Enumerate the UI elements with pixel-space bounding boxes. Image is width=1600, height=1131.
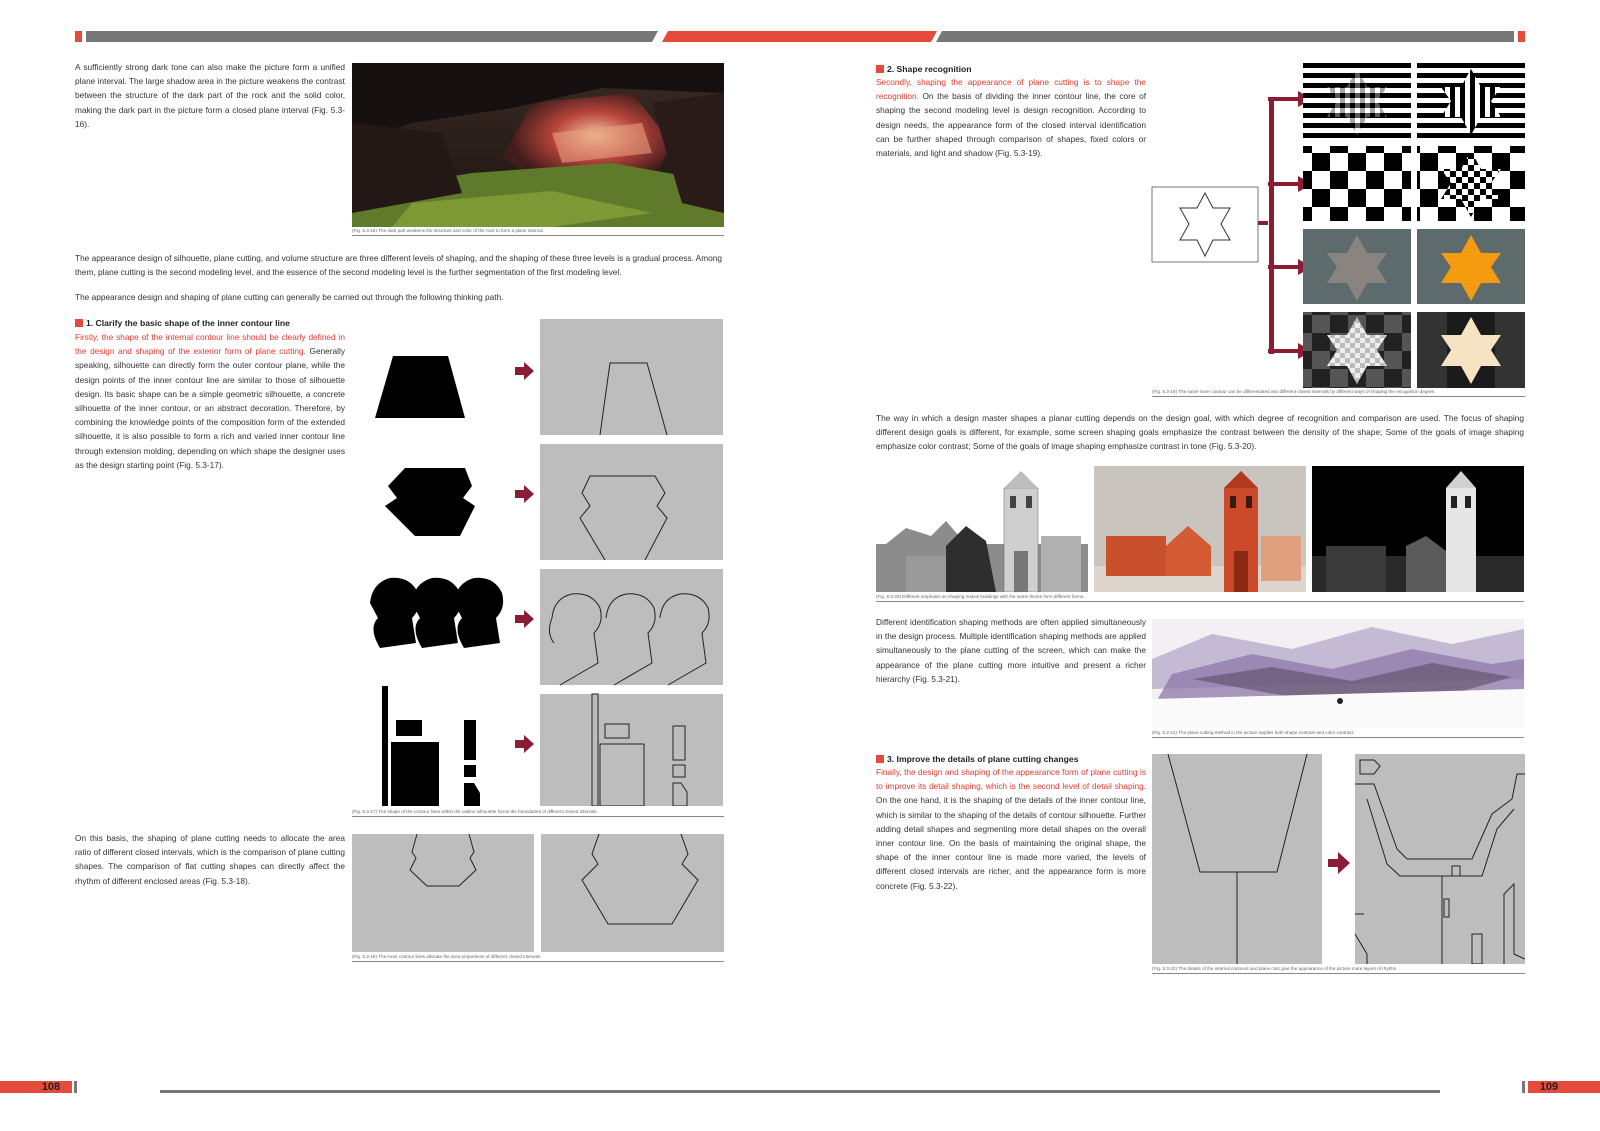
footer-right-tick [1522, 1081, 1525, 1093]
section-3-red-text: Finally, the design and shaping of the appearance form of plane cutting is to improve its detail shaping, which is the second level of detail shaping. [876, 767, 1146, 792]
top-banner [0, 0, 1600, 44]
snowy-mountain-image [1152, 619, 1524, 728]
blocks-silhouette [382, 686, 480, 806]
paragraph-levels: The appearance design of silhouette, plane cutting, and volume structure are three different levels of shaping, and the shaping of these three levels is a gradual process. Among them, plane cutting is the second modeling level, and the essence of the second modeling level is the further segmentation of the first modeling level. [75, 253, 722, 278]
heading-square-icon [876, 755, 884, 763]
right-arrow-icon [515, 485, 534, 503]
hexagon-silhouette [385, 468, 475, 536]
page-number-right: 109 [1539, 1081, 1559, 1093]
right-arrow-icon [515, 610, 534, 628]
fig-5-3-20-graphic [876, 466, 1524, 592]
section-1-red-text: Firstly, the shape of the internal contour line should be clearly defined in the design and shaping of the exterior form of plane cutting. [75, 332, 345, 357]
fig-5-3-18 [352, 834, 724, 952]
section-3-body [876, 765, 1146, 893]
footer-rule [160, 1090, 1440, 1093]
top-banner-graphic [0, 0, 1600, 44]
intro-paragraph: A sufficiently strong dark tone can also make the picture form a unified plane interval. The large shadow area in the picture weakens the contrast between the structure of the dark part of the rock and the solid color, making the dark part in the picture form a closed plane interval (Fig. 5.3-16). [75, 62, 345, 129]
trapezoid-silhouette [375, 356, 465, 418]
paragraph-thinking-path: The appearance design and shaping of plane cutting can generally be carried out through the following thinking path. [75, 292, 504, 302]
section-1-heading: 1. Clarify the basic shape of the inner contour line [75, 317, 355, 329]
section-3-heading: 3. Improve the details of plane cutting changes [876, 753, 1156, 765]
fig-5-3-22-caption: (Fig. 5.3-22) The details of the internal contours and plane cuts give the appearance of the picture more layers of rhythm. [1152, 966, 1525, 974]
section-3-text: On the one hand, it is the shaping of the details of the inner contour line, which is similar to the shaping of the details of contour silhouette. Further adding detail shapes and segmenting more detail shapes on the overall inner contour line. On the basis of maintaining the original shape, the shape of the inner contour line is made more varied, the levels of different closed intervals are richer, and the appearance form is more concrete (Fig. 5.3-22). [876, 795, 1146, 891]
horse-heads-silhouette [370, 578, 503, 648]
cave-painting-image [352, 63, 724, 227]
fig-5-3-21-image [1152, 619, 1524, 728]
page-number-left: 108 [41, 1081, 61, 1093]
fig-5-3-19-graphic [1150, 63, 1525, 393]
fig-5-3-22 [1152, 754, 1525, 964]
footer-left-tick [74, 1081, 77, 1093]
fig-5-3-20 [876, 466, 1524, 592]
fig-5-3-16-image [352, 63, 724, 227]
paragraph-simultaneous: Different identification shaping methods are often applied simultaneously in the design process. Multiple identification shaping methods are applied simultaneously to the plane cutting of the screen, which can make the appearance of the plane cutting more intuitive and present a richer hierarchy (Fig. 5.3-21). [876, 617, 1146, 684]
bell-tower-gray [1004, 471, 1038, 592]
section-2-body [876, 75, 1146, 160]
fig-5-3-19 [1150, 63, 1525, 393]
section-1-body [75, 330, 345, 472]
fig-5-3-17-caption: (Fig. 5.3-17) The shape of the contour lines within the outline silhouette forms the boundaries of different closed intervals. [352, 809, 724, 817]
right-arrow-icon [515, 362, 534, 380]
right-arrow-icon [1328, 852, 1350, 874]
fig-5-3-22-graphic [1152, 754, 1525, 964]
heading-square-icon [876, 65, 884, 73]
section-2-text: On the basis of dividing the inner contour line, the core of shaping the second modeling level is design recognition. According to design needs, the appearance form of the closed interval identification can be further shaped through comparison of shapes, fixed colors or materials, and light and shadow (Fig. 5.3-19). [876, 91, 1147, 159]
fig-5-3-19-caption: (Fig. 5.3-19) The same inner contour can be differentiated into different closed intervals by different ways of shaping the recognition degree. [1152, 389, 1525, 397]
heading-square-icon [75, 319, 83, 327]
paragraph-design-goal: The way in which a design master shapes a planar cutting depends on the design goal, with which degree of recognition and comparison are used. The focus of shaping different design goals is different, for example, some screen shaping goals emphasize the contrast between the density of the shape; Some of the goals of image shaping emphasize color contrast; Some of the goals of image shaping emphasize contrast in tone (Fig. 5.3-20). [876, 413, 1524, 452]
paragraph-area-ratio: On this basis, the shaping of plane cutting needs to allocate the area ratio of different closed intervals, which is the comparison of plane cutting shapes. The comparison of flat cutting shapes can directly affect the rhythm of different enclosed areas (Fig. 5.3-18). [75, 833, 345, 886]
fig-5-3-17-graphic [360, 318, 726, 806]
section-2-red-text: Secondly, shaping the appearance of plane cutting is to shape the recognition. [876, 77, 1146, 102]
fig-5-3-17 [360, 318, 726, 806]
fig-5-3-21-caption: (Fig. 5.3-21) The plane cutting method in the picture applies both shape contrast and color contrast. [1152, 730, 1524, 738]
section-2-heading: 2. Shape recognition [876, 63, 1156, 75]
fig-5-3-18-graphic [352, 834, 724, 952]
bell-tower-red [1224, 471, 1258, 592]
fig-5-3-16-caption: (Fig. 5.3-16) The dark part weakens the structure and color of the rock to form a plane interval. [352, 228, 724, 236]
right-arrow-icon [515, 735, 534, 753]
fig-5-3-18-caption: (Fig. 5.3-18) The inner contour lines allocate the area proportions of different closed intervals. [352, 954, 724, 962]
bell-tower-white [1446, 471, 1476, 592]
section-1-text: Generally speaking, silhouette can directly form the outer contour plane, while the design points of the inner contour line are similar to those of silhouette design. Its basic shape can be a simple geometric silhouette, a concrete silhouette of the inner contour, or an abstract decoration. Therefore, by combining the knowledge points of the composition form of the extended silhouette, it is also possible to form a rich and varied inner contour line through extension molding, depending on which shape the designer uses as the design starting point (Fig. 5.3-17). [75, 346, 346, 470]
fig-5-3-20-caption: (Fig. 5.3-20) Different emphasis on shaping makes buildings with the same theme form different forms. [876, 594, 1524, 602]
